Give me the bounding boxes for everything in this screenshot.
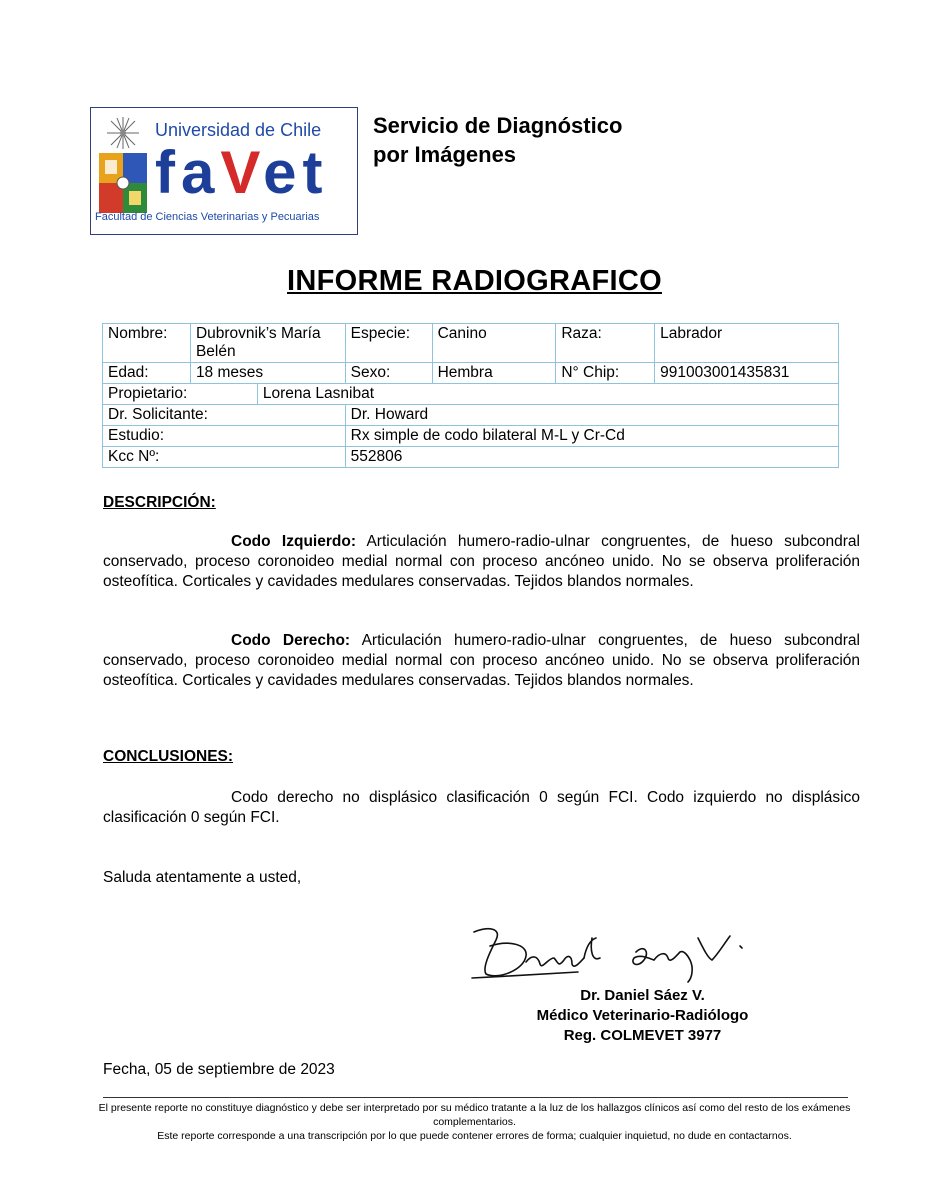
conclusions-heading: CONCLUSIONES: [103, 748, 234, 765]
patient-info-table [102, 323, 839, 468]
left-elbow-paragraph [103, 532, 860, 592]
breed-value: Labrador [655, 324, 839, 363]
table-row [103, 384, 839, 405]
logo-university-name: Universidad de Chile [155, 120, 322, 140]
name-label: Nombre: [103, 324, 191, 363]
logo-faculty-name: Facultad de Ciencias Veterinarias y Pecuarias [95, 211, 320, 223]
owner-value: Lorena Lasnibat [257, 384, 838, 405]
age-value: 18 meses [190, 363, 345, 384]
kcc-value: 552806 [345, 447, 838, 468]
signer-title: Médico Veterinario-Radiólogo [536, 1007, 749, 1024]
footer-divider [103, 1097, 848, 1098]
report-date: Fecha, 05 de septiembre de 2023 [103, 1061, 335, 1078]
requester-label: Dr. Solicitante: [103, 405, 346, 426]
table-row [103, 363, 839, 384]
study-value: Rx simple de codo bilateral M-L y Cr-Cd [345, 426, 838, 447]
left-elbow-label: Codo Izquierdo: [231, 533, 356, 550]
logo-brand-text: faVet [155, 139, 329, 206]
kcc-label: Kcc Nº: [103, 447, 346, 468]
study-label: Estudio: [103, 426, 346, 447]
service-title-line2: por Imágenes [373, 142, 517, 167]
species-value: Canino [432, 324, 556, 363]
name-value: Dubrovnik’s María Belén [190, 324, 345, 363]
right-elbow-paragraph [103, 631, 860, 691]
table-row [103, 426, 839, 447]
footer-line-2: Este reporte corresponde a una transcripción por lo que puede contener errores de forma; cualquier inquietud, no dude en contactarnos. [157, 1130, 792, 1142]
signer-name: Dr. Daniel Sáez V. [580, 987, 705, 1004]
signer-registration: Reg. COLMEVET 3977 [563, 1027, 722, 1044]
faculty-logo [90, 107, 358, 235]
sex-value: Hembra [432, 363, 556, 384]
conclusions-text: Codo derecho no displásico clasificación 0 según FCI. Codo izquierdo no displásico clasificación 0 según FCI. [103, 789, 860, 826]
requester-value: Dr. Howard [345, 405, 838, 426]
description-heading: DESCRIPCIÓN: [103, 494, 216, 511]
footer-line-1: El presente reporte no constituye diagnóstico y debe ser interpretado por su médico tratante a la luz de los hallazgos clínicos así como del resto de los exámenes complementarios. [98, 1102, 851, 1128]
chip-value: 991003001435831 [655, 363, 839, 384]
sex-label: Sexo: [345, 363, 432, 384]
signer-block [500, 986, 785, 1046]
university-crest-icon [97, 113, 149, 215]
right-elbow-text: Articulación humero-radio-ulnar congruentes, de hueso subcondral conservado, proceso coronoideo medial normal con proceso ancóneo unido. No se observa proliferación osteofítica. Corticales y cavidades medulares conservadas. Tejidos blandos normales. [103, 632, 860, 689]
age-label: Edad: [103, 363, 191, 384]
chip-label: N° Chip: [556, 363, 655, 384]
owner-label: Propietario: [103, 384, 258, 405]
handwritten-signature [468, 918, 808, 988]
right-elbow-label: Codo Derecho: [231, 632, 351, 649]
service-title [373, 111, 703, 169]
left-elbow-text: Articulación humero-radio-ulnar congruentes, de hueso subcondral conservado, proceso coronoideo medial normal con proceso ancóneo unido. No se observa proliferación osteofítica. Corticales y cavidades medulares conservadas. Tejidos blandos normales. [103, 533, 860, 590]
logo-brand [155, 138, 328, 208]
report-title: INFORME RADIOGRAFICO [287, 265, 662, 297]
table-row [103, 447, 839, 468]
service-title-line1: Servicio de Diagnóstico [373, 113, 623, 138]
species-label: Especie: [345, 324, 432, 363]
table-row [103, 405, 839, 426]
table-row [103, 324, 839, 363]
footer-disclaimer [60, 1101, 889, 1143]
greeting: Saluda atentamente a usted, [103, 869, 302, 886]
breed-label: Raza: [556, 324, 655, 363]
